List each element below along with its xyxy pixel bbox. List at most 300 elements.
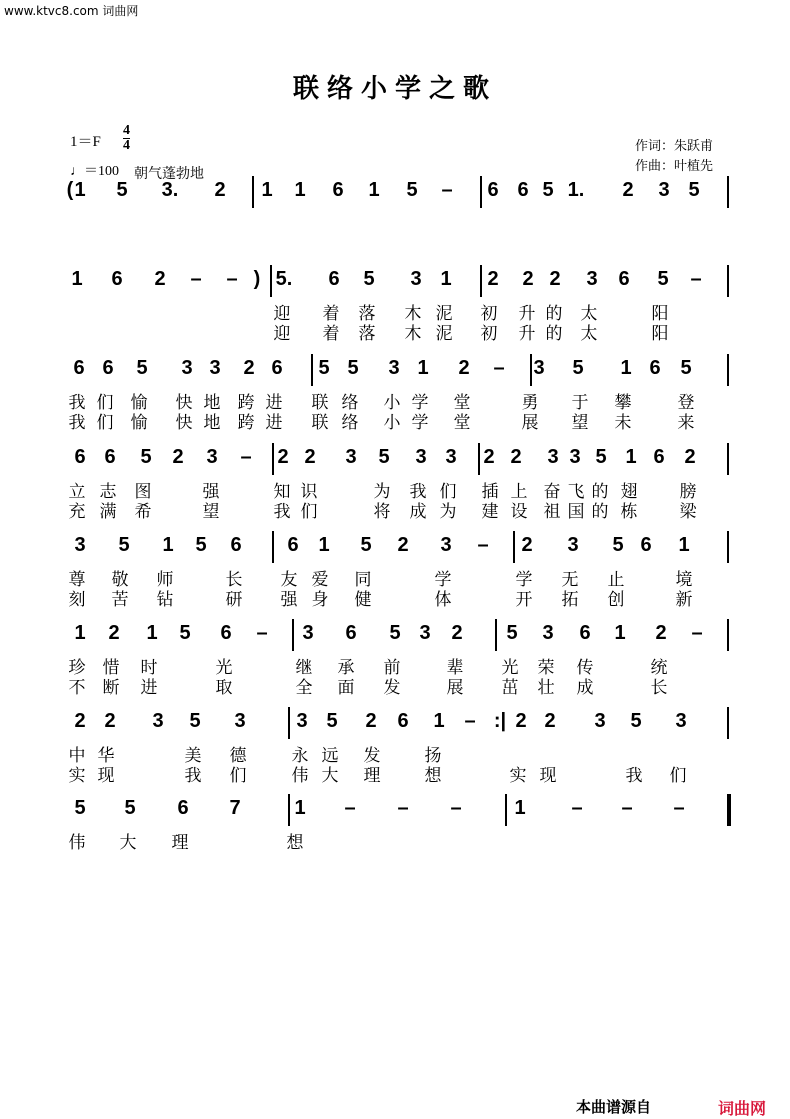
- lyric-char: 我: [68, 393, 86, 413]
- lyric-char: 刻: [68, 590, 86, 610]
- note: 2: [622, 179, 634, 201]
- lyric-char: 跨: [237, 413, 255, 433]
- note: 5: [612, 534, 624, 556]
- song-title: 联络小学之歌: [292, 74, 497, 104]
- lyric-char: 落: [358, 324, 376, 344]
- lyric-char: 发: [363, 746, 381, 766]
- note: 1: [368, 179, 380, 201]
- note: 1: [74, 622, 86, 644]
- note: 2: [515, 710, 527, 732]
- lyric-char: 壮: [537, 678, 555, 698]
- lyric-char: 跨: [237, 393, 255, 413]
- note: 2: [397, 534, 409, 556]
- note: 3: [410, 268, 422, 290]
- lyric-char: 荣: [537, 658, 555, 678]
- note: 2: [365, 710, 377, 732]
- lyric-char: 插: [481, 482, 499, 502]
- lyric-char: 断: [102, 678, 120, 698]
- note: 2: [458, 357, 470, 379]
- stave-1: [0, 176, 790, 220]
- lyric-char: 长: [650, 678, 668, 698]
- note: 5: [657, 268, 669, 290]
- lyric-char: 传: [576, 658, 594, 678]
- note: 5: [140, 446, 152, 468]
- lyric-char: 络: [341, 413, 359, 433]
- lyric-char: 不: [68, 678, 86, 698]
- stave-7: [0, 707, 790, 751]
- lyric-char: 拓: [561, 590, 579, 610]
- lyric-char: 立: [68, 482, 86, 502]
- lyric-char: 阳: [651, 324, 669, 344]
- barline: [727, 354, 729, 386]
- note: 3: [234, 710, 246, 732]
- note: 2: [510, 446, 522, 468]
- note: 3: [345, 446, 357, 468]
- lyric-char: 联: [311, 413, 329, 433]
- lyric-char: 前: [383, 658, 401, 678]
- lyric-char: 知: [273, 482, 291, 502]
- key-signature: 1＝F: [70, 134, 101, 150]
- note: –: [344, 797, 356, 819]
- barline: [288, 707, 290, 739]
- lyric-char: 栋: [620, 502, 638, 522]
- lyric-char: 学: [411, 413, 429, 433]
- note: 1: [417, 357, 429, 379]
- lyric-char: 为: [439, 502, 457, 522]
- note: 1: [625, 446, 637, 468]
- note: 1.: [567, 179, 585, 201]
- lyric-char: 学: [434, 570, 452, 590]
- lyric-char: 成: [576, 678, 594, 698]
- note: 3: [586, 268, 598, 290]
- meter-top: 4: [123, 123, 130, 138]
- lyric-char: 木: [404, 324, 422, 344]
- expression-mark: 朝气蓬勃地: [134, 166, 204, 182]
- note: –: [691, 622, 703, 644]
- note: 6: [640, 534, 652, 556]
- lyric-char: 实: [509, 766, 527, 786]
- note: 1: [433, 710, 445, 732]
- lyric-char: 珍: [68, 658, 86, 678]
- lyric-char: 的: [591, 502, 609, 522]
- note: 2: [522, 268, 534, 290]
- barline: [513, 531, 515, 563]
- lyric-char: 充: [68, 502, 86, 522]
- note: 1: [71, 268, 83, 290]
- note: 5: [360, 534, 372, 556]
- lyric-char: 大: [119, 833, 137, 853]
- lyric-char: 们: [96, 393, 114, 413]
- note: 2: [108, 622, 120, 644]
- time-signature: [123, 124, 130, 153]
- lyric-char: 地: [203, 413, 221, 433]
- barline: [292, 619, 294, 651]
- lyric-char: 勇: [521, 393, 539, 413]
- note: –: [450, 797, 462, 819]
- lyric-char: 愉: [130, 393, 148, 413]
- note: –: [240, 446, 252, 468]
- note: 2: [304, 446, 316, 468]
- lyric-char: 身: [311, 590, 329, 610]
- barline: [727, 176, 729, 208]
- lyric-char: 华: [97, 746, 115, 766]
- lyric-char: 木: [404, 304, 422, 324]
- lyric-char: 辈: [446, 658, 464, 678]
- lyric-char: 们: [229, 766, 247, 786]
- tempo-mark: ♩＝100: [70, 164, 119, 179]
- footer-site-logo: 词曲网: [718, 1099, 767, 1118]
- note: 6: [111, 268, 123, 290]
- lyric-char: 图: [134, 482, 152, 502]
- lyric-char: 堂: [453, 413, 471, 433]
- lyric-char: 爱: [311, 570, 329, 590]
- lyric-char: 统: [650, 658, 668, 678]
- lyric-char: 境: [675, 570, 693, 590]
- note: 1: [614, 622, 626, 644]
- barline: [272, 531, 274, 563]
- lyric-char: 希: [134, 502, 152, 522]
- lyric-char: 师: [156, 570, 174, 590]
- note: 6: [104, 446, 116, 468]
- lyric-char: 迎: [273, 304, 291, 324]
- lyric-char: 进: [265, 393, 283, 413]
- lyric-char: 初: [480, 304, 498, 324]
- lyric-char: 敬: [111, 570, 129, 590]
- note: 6: [328, 268, 340, 290]
- note: 3: [658, 179, 670, 201]
- lyric-char: 我: [273, 502, 291, 522]
- lyric-char: 理: [363, 766, 381, 786]
- note: 2: [154, 268, 166, 290]
- lyric-char: 健: [354, 590, 372, 610]
- lyric-char: 止: [607, 570, 625, 590]
- lyric-char: 泥: [435, 304, 453, 324]
- note: 5: [347, 357, 359, 379]
- note: 6: [649, 357, 661, 379]
- lyric-char: 络: [341, 393, 359, 413]
- note: 6: [487, 179, 499, 201]
- lyric-char: 进: [140, 678, 158, 698]
- note: (: [66, 179, 74, 201]
- lyric-char: 识: [300, 482, 318, 502]
- note: 3: [569, 446, 581, 468]
- note: 1: [440, 268, 452, 290]
- note: 5: [326, 710, 338, 732]
- lyric-char: 友: [280, 570, 298, 590]
- note: 6: [271, 357, 283, 379]
- note: 3: [296, 710, 308, 732]
- lyric-char: 梁: [679, 502, 697, 522]
- note: 1: [146, 622, 158, 644]
- note: 1: [294, 179, 306, 201]
- lyric-char: 展: [446, 678, 464, 698]
- lyric-char: 们: [669, 766, 687, 786]
- note: 3: [419, 622, 431, 644]
- note: 6: [73, 357, 85, 379]
- note: –: [226, 268, 238, 290]
- lyric-char: 奋: [543, 482, 561, 502]
- lyric-char: 愉: [130, 413, 148, 433]
- lyric-char: 志: [99, 482, 117, 502]
- note: 2: [549, 268, 561, 290]
- note: 6: [177, 797, 189, 819]
- lyric-char: 快: [175, 393, 193, 413]
- lyric-char: 满: [99, 502, 117, 522]
- barline: [727, 531, 729, 563]
- barline: [480, 176, 482, 208]
- barline: [505, 794, 507, 826]
- lyric-char: 登: [677, 393, 695, 413]
- footer-source: 本曲谱源自: [576, 1098, 652, 1116]
- note: 2: [684, 446, 696, 468]
- lyric-char: 想: [424, 766, 442, 786]
- note: 2: [172, 446, 184, 468]
- note: 1: [620, 357, 632, 379]
- note: 2: [214, 179, 226, 201]
- note: 3: [547, 446, 559, 468]
- lyric-char: 国: [567, 502, 585, 522]
- barline: [727, 794, 731, 826]
- lyric-char: 时: [140, 658, 158, 678]
- note: –: [441, 179, 453, 201]
- lyric-char: 堂: [453, 393, 471, 413]
- lyric-char: 我: [625, 766, 643, 786]
- note: 5: [542, 179, 554, 201]
- lyric-char: 于: [571, 393, 589, 413]
- barline: [252, 176, 254, 208]
- lyric-char: 永: [291, 746, 309, 766]
- note: 5: [378, 446, 390, 468]
- note: 2: [544, 710, 556, 732]
- lyric-char: 光: [501, 658, 519, 678]
- lyric-char: 翅: [620, 482, 638, 502]
- lyric-char: 钻: [156, 590, 174, 610]
- note: 3: [675, 710, 687, 732]
- lyric-char: 太: [580, 324, 598, 344]
- note: 3: [542, 622, 554, 644]
- lyric-char: 的: [545, 304, 563, 324]
- lyric-char: 们: [96, 413, 114, 433]
- note: 5: [118, 534, 130, 556]
- lyric-char: 们: [300, 502, 318, 522]
- meter-bottom: 4: [123, 138, 130, 153]
- lyric-char: 初: [480, 324, 498, 344]
- note: 5: [116, 179, 128, 201]
- note: :|: [493, 710, 507, 732]
- lyric-char: 升: [518, 304, 536, 324]
- lyric-char: 现: [97, 766, 115, 786]
- note: 5: [74, 797, 86, 819]
- note: –: [464, 710, 476, 732]
- lyric-char: 地: [203, 393, 221, 413]
- lyric-char: 苦: [111, 590, 129, 610]
- note: –: [190, 268, 202, 290]
- lyric-char: 强: [280, 590, 298, 610]
- lyric-char: 长: [225, 570, 243, 590]
- note: 2: [243, 357, 255, 379]
- barline: [727, 443, 729, 475]
- lyric-char: 望: [571, 413, 589, 433]
- note: 6: [220, 622, 232, 644]
- note: 7: [229, 797, 241, 819]
- note: 2: [74, 710, 86, 732]
- note: 6: [579, 622, 591, 644]
- barline: [480, 265, 482, 297]
- note: 2: [483, 446, 495, 468]
- note: 5: [124, 797, 136, 819]
- site-watermark: www.ktvc8.com 词曲网: [4, 4, 139, 18]
- lyric-char: 攀: [614, 393, 632, 413]
- note: 3: [445, 446, 457, 468]
- lyric-char: 来: [677, 413, 695, 433]
- lyric-char: 我: [409, 482, 427, 502]
- note: 6: [397, 710, 409, 732]
- lyric-char: 未: [614, 413, 632, 433]
- note: 2: [521, 534, 533, 556]
- note: 5: [389, 622, 401, 644]
- lyric-char: 创: [607, 590, 625, 610]
- lyric-char: 承: [337, 658, 355, 678]
- note: 6: [653, 446, 665, 468]
- note: 6: [230, 534, 242, 556]
- note: 6: [332, 179, 344, 201]
- barline: [727, 265, 729, 297]
- lyric-char: 无: [561, 570, 579, 590]
- lyric-char: 我: [68, 413, 86, 433]
- note: –: [690, 268, 702, 290]
- note: 3: [533, 357, 545, 379]
- lyric-char: 祖: [543, 502, 561, 522]
- lyricist-credit: 作词：朱跃甫: [635, 139, 714, 154]
- note: 3: [388, 357, 400, 379]
- composer-credit: 作曲：叶植先: [635, 159, 714, 174]
- lyric-char: 学: [515, 570, 533, 590]
- note: –: [256, 622, 268, 644]
- note: 2: [451, 622, 463, 644]
- lyric-char: 强: [202, 482, 220, 502]
- lyric-char: 尊: [68, 570, 86, 590]
- lyric-char: 小: [383, 413, 401, 433]
- note: –: [571, 797, 583, 819]
- note: –: [397, 797, 409, 819]
- lyric-char: 实: [68, 766, 86, 786]
- lyric-char: 望: [202, 502, 220, 522]
- note: –: [493, 357, 505, 379]
- lyric-char: 学: [411, 393, 429, 413]
- lyric-char: 我: [184, 766, 202, 786]
- note: 5: [595, 446, 607, 468]
- note: 5: [136, 357, 148, 379]
- lyric-char: 快: [175, 413, 193, 433]
- note: 1: [162, 534, 174, 556]
- note: 1: [678, 534, 690, 556]
- note: 6: [287, 534, 299, 556]
- lyric-char: 新: [675, 590, 693, 610]
- lyric-char: 伟: [68, 833, 86, 853]
- note: 3: [440, 534, 452, 556]
- lyric-char: 惜: [102, 658, 120, 678]
- note: 1: [261, 179, 273, 201]
- lyric-char: 茁: [501, 678, 519, 698]
- note: 5: [688, 179, 700, 201]
- lyric-char: 美: [184, 746, 202, 766]
- note: –: [673, 797, 685, 819]
- note: 6: [345, 622, 357, 644]
- note: 3: [415, 446, 427, 468]
- note: 5: [406, 179, 418, 201]
- note: ): [253, 268, 261, 290]
- note: 5: [363, 268, 375, 290]
- lyric-char: 伟: [291, 766, 309, 786]
- lyric-char: 的: [591, 482, 609, 502]
- lyric-char: 太: [580, 304, 598, 324]
- lyric-char: 想: [286, 833, 304, 853]
- note: 5: [506, 622, 518, 644]
- lyric-char: 上: [510, 482, 528, 502]
- lyric-char: 大: [321, 766, 339, 786]
- note: 6: [102, 357, 114, 379]
- note: 5: [572, 357, 584, 379]
- note: 5: [195, 534, 207, 556]
- lyric-char: 将: [373, 502, 391, 522]
- lyric-char: 着: [322, 304, 340, 324]
- lyric-char: 泥: [435, 324, 453, 344]
- note: 3: [209, 357, 221, 379]
- lyric-char: 着: [322, 324, 340, 344]
- lyric-char: 成: [409, 502, 427, 522]
- note: 1: [514, 797, 526, 819]
- lyric-char: 中: [68, 746, 86, 766]
- note: 5.: [275, 268, 293, 290]
- lyric-char: 开: [515, 590, 533, 610]
- note: 3: [74, 534, 86, 556]
- lyric-char: 小: [383, 393, 401, 413]
- lyric-char: 理: [171, 833, 189, 853]
- barline: [495, 619, 497, 651]
- note: 1: [294, 797, 306, 819]
- note: 6: [74, 446, 86, 468]
- barline: [727, 619, 729, 651]
- note: 1: [318, 534, 330, 556]
- note: –: [477, 534, 489, 556]
- lyric-char: 联: [311, 393, 329, 413]
- note: 2: [487, 268, 499, 290]
- note: 5: [630, 710, 642, 732]
- lyric-char: 飞: [567, 482, 585, 502]
- lyric-char: 研: [225, 590, 243, 610]
- note: 3: [567, 534, 579, 556]
- note: 6: [517, 179, 529, 201]
- lyric-char: 光: [215, 658, 233, 678]
- lyric-char: 迎: [273, 324, 291, 344]
- barline: [311, 354, 313, 386]
- note: 5: [318, 357, 330, 379]
- lyric-char: 体: [434, 590, 452, 610]
- note: 2: [104, 710, 116, 732]
- lyric-char: 远: [321, 746, 339, 766]
- note: 5: [189, 710, 201, 732]
- lyric-char: 发: [383, 678, 401, 698]
- lyric-char: 取: [215, 678, 233, 698]
- lyric-char: 升: [518, 324, 536, 344]
- barline: [727, 707, 729, 739]
- lyric-char: 展: [521, 413, 539, 433]
- note: 3: [181, 357, 193, 379]
- lyric-char: 德: [229, 746, 247, 766]
- lyric-char: 们: [439, 482, 457, 502]
- lyric-char: 为: [373, 482, 391, 502]
- note: 3: [302, 622, 314, 644]
